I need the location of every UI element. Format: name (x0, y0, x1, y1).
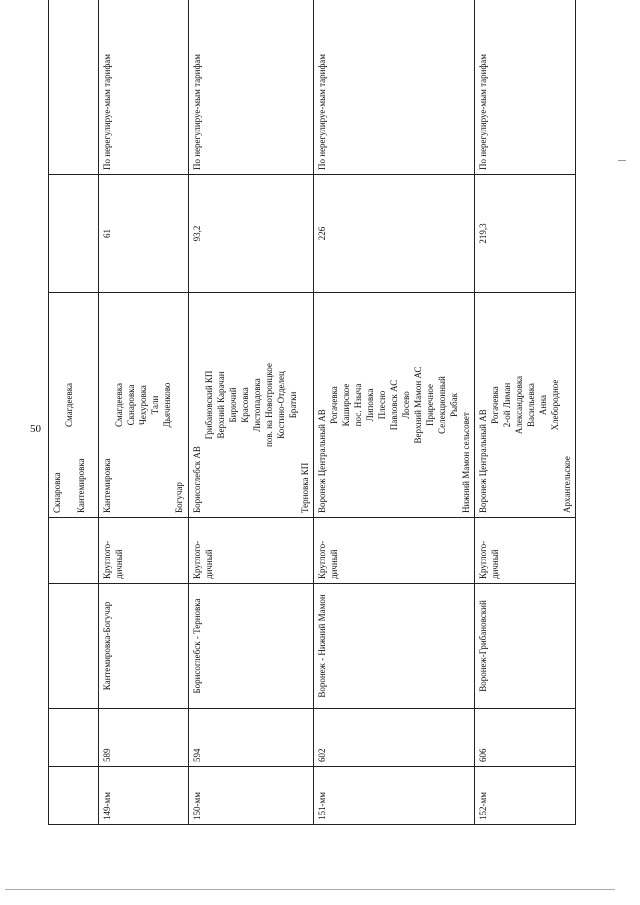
table-row (189, 0, 314, 825)
stop-item: Рогачевка (329, 386, 339, 424)
stop-item: Листопадовка (252, 378, 262, 432)
stop-item: Красовка (240, 387, 250, 423)
stop-item: Хлебородное (550, 379, 560, 431)
stop-item: Костино-Отделец (276, 371, 286, 439)
route-schedule-table (48, 0, 576, 825)
registration-number-cell (49, 709, 99, 767)
tariff-cell: По нерегулируе-мым тарифам (99, 0, 189, 175)
stop-item: Скнаровка (126, 384, 136, 426)
stop-item: Павловск АС (389, 379, 399, 431)
stop-item: пос. Нзыча (353, 383, 363, 427)
distance-cell: 226 (314, 175, 475, 293)
stop-item: Кантемировка (102, 458, 112, 513)
registration-number-cell: 602 (314, 709, 475, 767)
distance-cell: 61 (99, 175, 189, 293)
stops-cell (189, 293, 314, 518)
stop-item: Васильевка (526, 383, 536, 427)
stop-item: Рогачевка (490, 386, 500, 424)
route-type-cell: Круглого-дичный (189, 518, 314, 584)
table-row (99, 0, 189, 825)
table-row (314, 0, 475, 825)
tariff-cell (49, 0, 99, 175)
stop-item: Липовка (365, 388, 375, 422)
stop-item: 2-ой Лиман (502, 382, 512, 428)
stop-item: Лосево (401, 391, 411, 419)
stop-item: Приречное (425, 383, 435, 427)
stop-item: Грибановский КП (204, 370, 214, 440)
stop-item: Каширское (341, 383, 351, 427)
registration-number-cell: 606 (475, 709, 576, 767)
stop-item: Смагдеевка (64, 383, 74, 427)
route-name-cell (49, 584, 99, 709)
route-name-cell: Воронеж-Грибановский (475, 584, 576, 709)
distance-cell: 93,2 (189, 175, 314, 293)
stop-item: Плесно (377, 390, 387, 420)
stop-item: Тали (150, 395, 160, 415)
stop-item: Терновка КП (300, 462, 310, 513)
stop-item: Нижний Мамон сельсовет (461, 412, 471, 513)
route-name-cell: Борисоглебск - Терновка (189, 584, 314, 709)
stop-item: Бирючий (228, 387, 238, 423)
stop-item: Смагдеевка (114, 383, 124, 427)
stop-item: Воронеж Центральный АВ (478, 409, 488, 513)
route-type-cell: Круглого-дичный (314, 518, 475, 584)
stop-item: Александровка (514, 375, 524, 435)
stop-item: Борисоглебск АВ (192, 446, 202, 513)
stops-cell (475, 293, 576, 518)
page-number: 50 (30, 423, 41, 435)
registration-number-cell: 589 (99, 709, 189, 767)
registration-number-cell: 594 (189, 709, 314, 767)
stops-cell (99, 293, 189, 518)
stop-item: Кантемировка (76, 458, 86, 513)
stop-item: Воронеж Центральный АВ (317, 409, 327, 513)
stop-item: Верхний Мамон АС (413, 366, 423, 444)
route-number-cell: 151-мм (314, 767, 475, 825)
stops-cell (49, 293, 99, 518)
tariff-cell: По нерегулируе-мым тарифам (189, 0, 314, 175)
distance-cell (49, 175, 99, 293)
route-number-cell (49, 767, 99, 825)
route-number-cell: 149-мм (99, 767, 189, 825)
stop-item: Верхний Карачан (216, 371, 226, 439)
stop-item: Анна (538, 394, 548, 416)
scan-mark (618, 160, 626, 161)
table-row (475, 0, 576, 825)
stop-item: Селекционный (437, 376, 447, 434)
stop-item: Братки (288, 391, 298, 419)
stops-cell (314, 293, 475, 518)
stop-item: пов. на Новотроицкое (264, 363, 274, 447)
stop-item: Скнаровка (52, 472, 62, 513)
stop-item: Богучар (174, 482, 184, 513)
page-bottom-rule (5, 889, 615, 890)
route-number-cell: 150-мм (189, 767, 314, 825)
stop-item: Чехуровка (138, 385, 148, 425)
table-row (49, 0, 99, 825)
route-type-cell: Круглого-дичный (475, 518, 576, 584)
route-name-cell: Кантемировка-Богучар (99, 584, 189, 709)
tariff-cell: По нерегулируе-мым тарифам (314, 0, 475, 175)
route-number-cell: 152-мм (475, 767, 576, 825)
route-type-cell: Круглого-дичный (99, 518, 189, 584)
stop-item: Дьяченково (162, 382, 172, 428)
stop-item: Архангельское (562, 456, 572, 513)
route-name-cell: Воронеж - Нижний Мамон (314, 584, 475, 709)
distance-cell: 219,3 (475, 175, 576, 293)
stop-item: Рыбак (449, 393, 459, 417)
tariff-cell: По нерегулируе-мым тарифам (475, 0, 576, 175)
route-type-cell (49, 518, 99, 584)
